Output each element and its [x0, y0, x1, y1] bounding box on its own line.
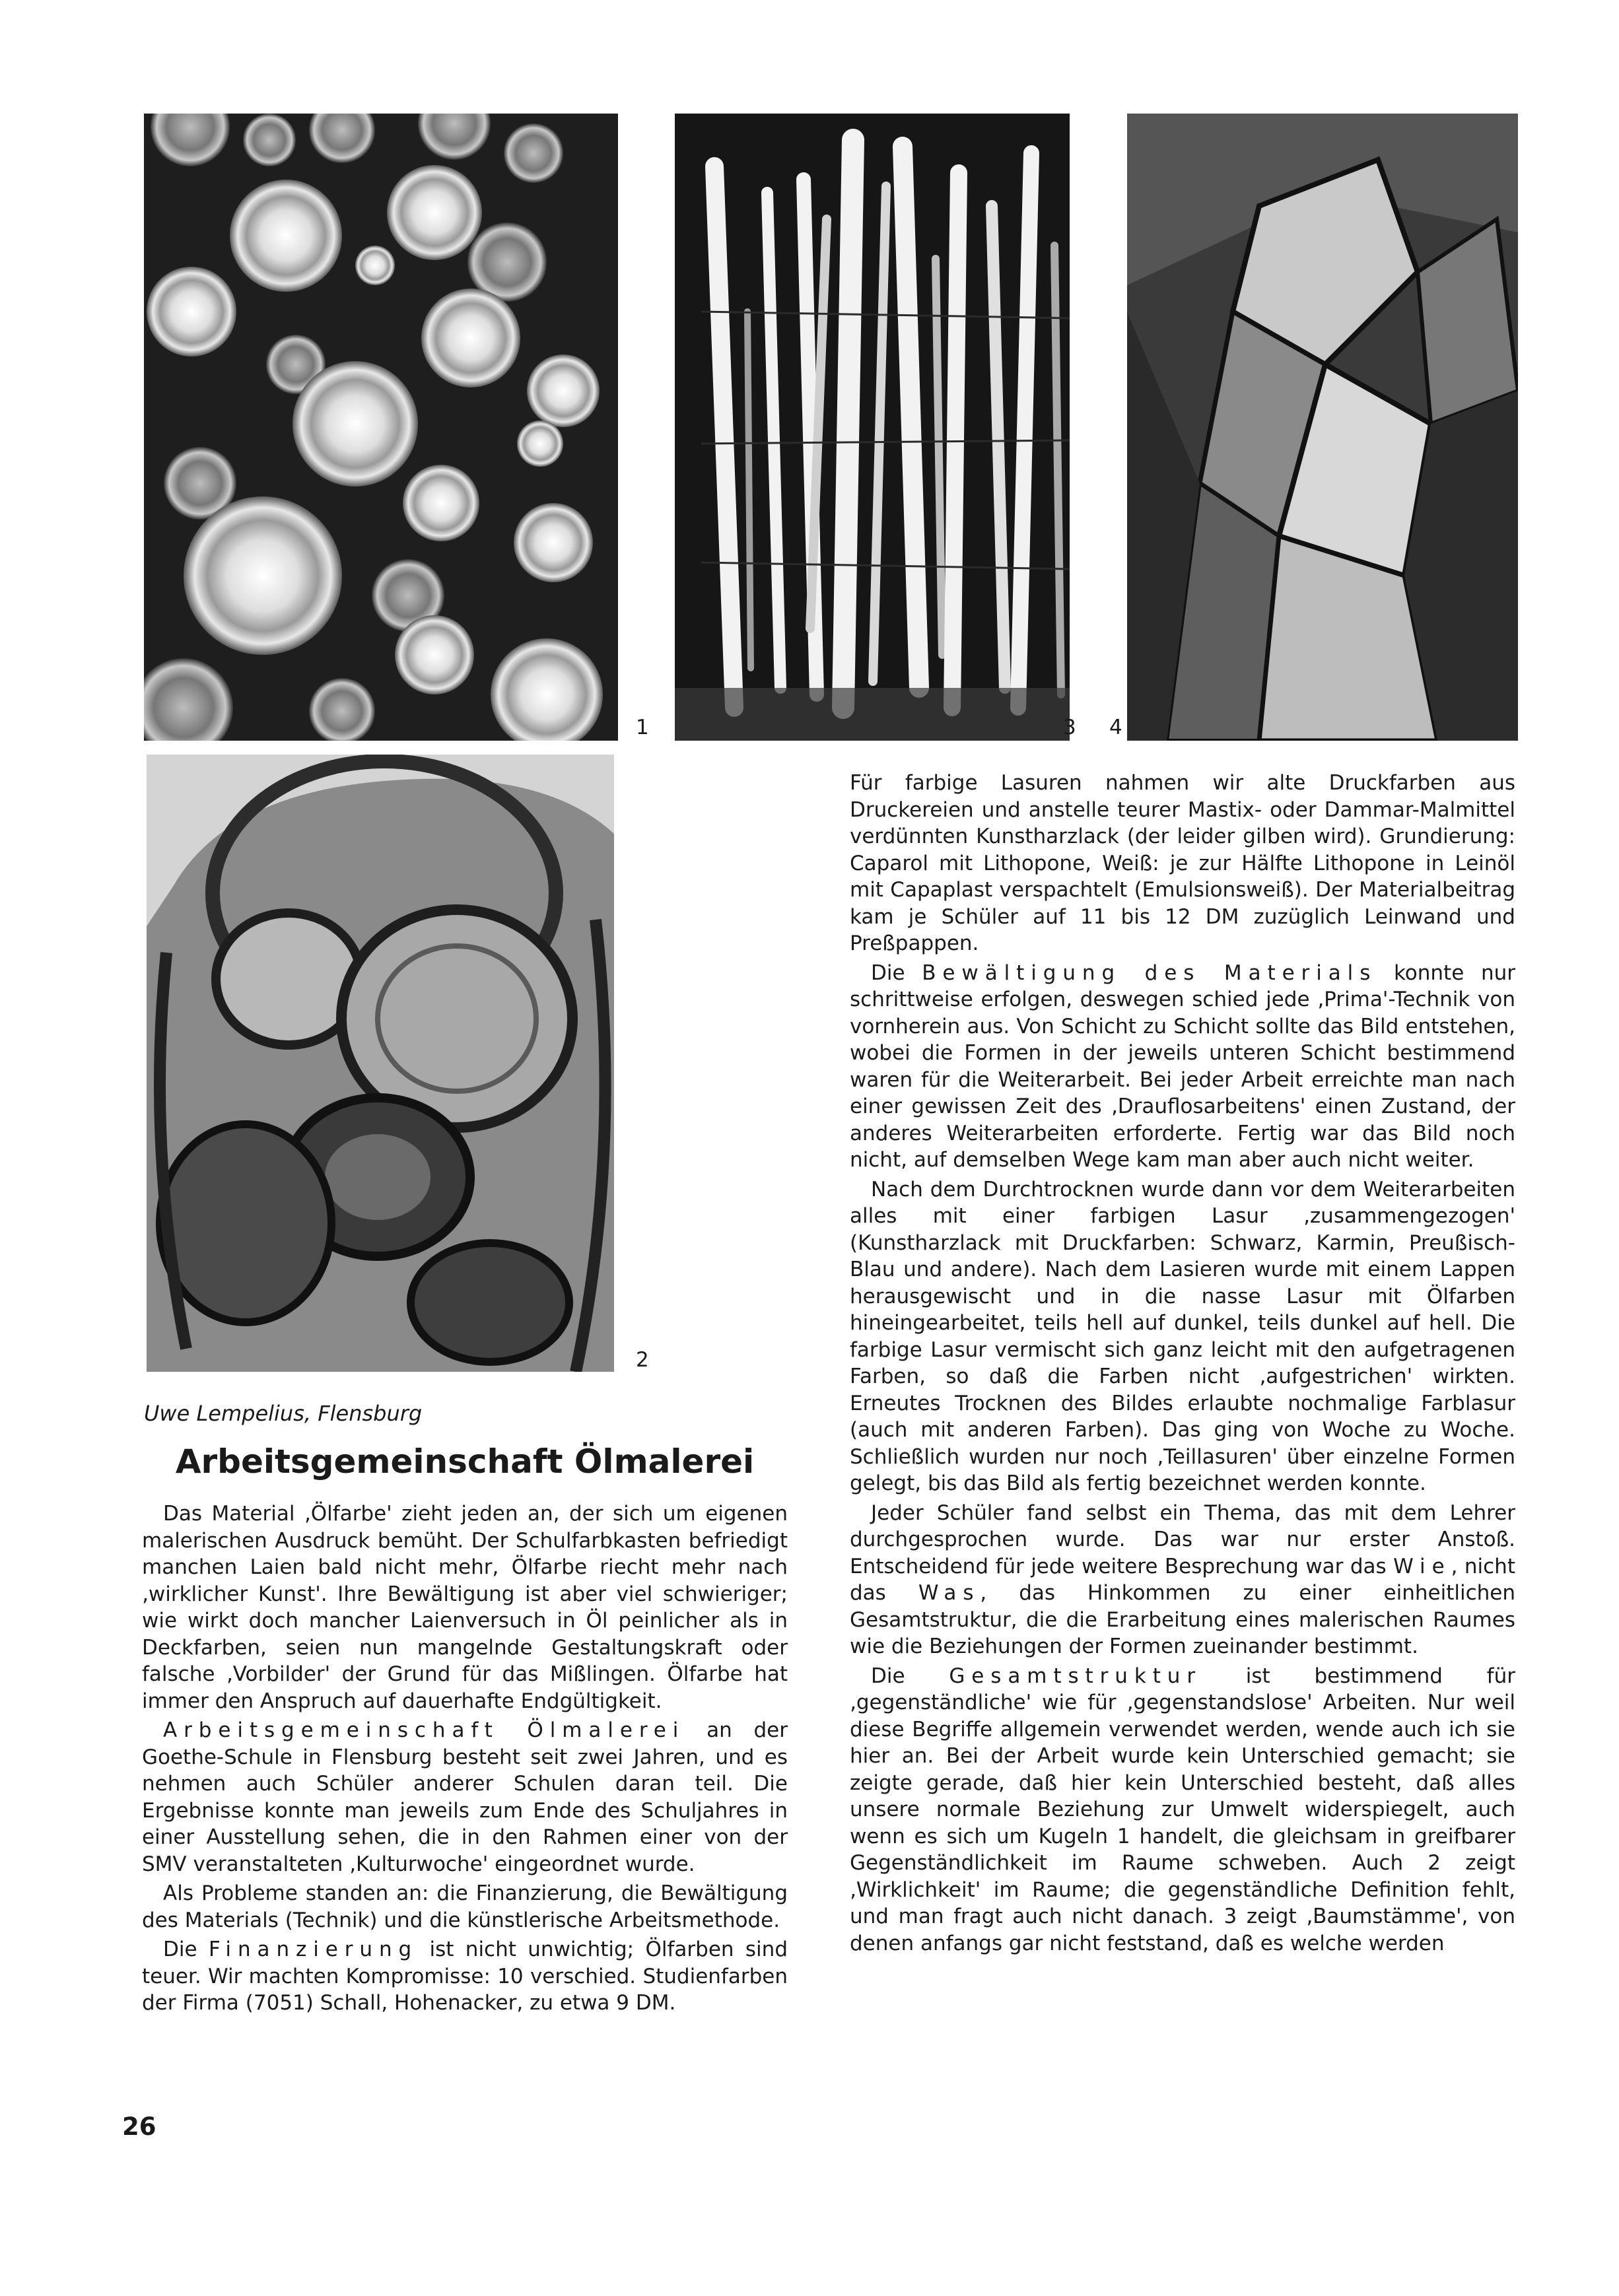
figure-2-painting-round-forms	[147, 755, 614, 1372]
paragraph-2: Arbeitsgemeinschaft Ölmalerei an der Goethe-Schule in Flensburg besteht seit zwei Jahren, und es nehmen auch Schüler anderer Schulen daran teil. Die Ergebnisse konnte man jeweils zum Ende des Schuljahres in einer Ausstellung sehen, die in den Rahmen einer von der SMV veranstalteten ‚Kulturwoche' eingeordnet wurde.	[142, 1718, 788, 1876]
paragraph-6: Die Bewältigung des Materials konnte nur schrittweise erfolgen, deswegen schied jede ‚Prima'-Technik von vornherein aus. Von Schicht zu Schicht sollte das Bild entstehen, wobei die Formen in der jeweils unteren Schicht bestimmend waren für die Weiterarbeit. Bei jeder Arbeit erreichte man nach einer gewissen Zeit des ‚Drauflosarbeitens' einen Zustand, der anderes Weiterarbeiten erforderte. Fertig war das Bild noch nicht, auf demselben Wege kam man aber auch nicht weiter.	[850, 961, 1515, 1172]
emphasis-finanzierung: Finanzierung	[208, 1938, 419, 1961]
emphasis-was: Was	[918, 1581, 981, 1605]
paragraph-1: Das Material ‚Ölfarbe' zieht jeden an, der sich um eigenen malerischen Ausdruck bemüht. Der Schulfarbkasten befriedigt manchen Laien bald nicht mehr, Ölfarbe riecht mehr nach ‚wirklicher Kunst'. Ihre Bewältigung ist aber viel schwieriger; wie wirkt doch mancher Laienversuch in Öl peinlicher als in Deckfarben, seien nun mangelnde Gestaltungskraft oder falsche ‚Vorbilder' der Grund für das Mißlingen. Ölfarbe hat immer den Anspruch auf dauerhafte Endgültigkeit.	[142, 1502, 788, 1713]
right-column	[850, 770, 1515, 1959]
emphasis-gesamtstruktur: Gesamtstruktur	[949, 1664, 1202, 1688]
figure-1-number: 1	[636, 716, 649, 739]
article-author: Uwe Lempelius, Flensburg	[144, 1401, 423, 1426]
paragraph-3: Als Probleme standen an: die Finanzierung, die Bewältigung des Materials (Technik) und die künstlerische Arbeitsmethode.	[142, 1881, 788, 1932]
paragraph-9: Die Gesamtstruktur ist bestimmend für ‚gegenständliche' wie für ‚gegenstandslose' Arbeiten. Nur weil diese Begriffe allgemein verwendet werden, wende auch ich sie hier an. Bei der Arbeit wurde kein Unterschied gemacht; sie zeigte gerade, daß hier kein Unterschied besteht, daß alles unsere normale Beziehung zur Umwelt widerspiegelt, auch wenn es sich um Kugeln 1 handelt, die gleichsam in greifbarer Gegenständlichkeit im Raume schweben. Auch 2 zeigt ‚Wirklichkeit' im Raume; die gegenständliche Definition fehlt, und man fragt auch nicht danach. 3 zeigt ‚Baumstämme', von denen anfangs gar nicht feststand, daß es welche werden	[850, 1664, 1515, 1955]
left-column	[142, 1501, 788, 2019]
paragraph-8: Jeder Schüler fand selbst ein Thema, das mit dem Lehrer durchgesprochen wurde. Das war nur erster Anstoß. Entscheidend für jede weitere Besprechung war das Wie, nicht das Was, das Hinkommen zu einer einheitlichen Gesamtstruktur, die die Erarbeitung eines malerischen Raumes wie die Beziehungen der Formen zueinander bestimmt.	[850, 1501, 1515, 1658]
paragraph-5: Für farbige Lasuren nahmen wir alte Druckfarben aus Druckereien und anstelle teurer Mastix- oder Dammar-Malmittel verdünnten Kunstharzlack (der leider gilben wird). Grundierung: Caparol mit Lithopone, Weiß: je zur Hälfte Lithopone in Leinöl mit Capaplast verspachtelt (Emulsionsweiß). Der Materialbeitrag kam je Schüler auf 11 bis 12 DM zuzüglich Leinwand und Preßpappen.	[850, 771, 1515, 955]
paragraph-7: Nach dem Durchtrocknen wurde dann vor dem Weiterarbeiten alles mit einer farbigen Lasur ‚zusammengezogen' (Kunstharzlack mit Druckfarben: Schwarz, Karmin, Preußisch-Blau und andere). Nach dem Lasieren wurde mit einem Lappen herausgewischt und in die nasse Lasur mit Ölfarben hineingearbeitet, teils hell auf dunkel, teils dunkel auf hell. Die farbige Lasur vermischt sich ganz leicht mit den aufgetragenen Farben, so daß die Farben nicht ‚aufgestrichen' wirkten. Erneutes Trocknen des Bildes erlaubte nochmalige Farblasur (auch mit anderen Farben). Das ging von Woche zu Woche. Schließlich wurden nur noch ‚Teillasuren' über einzelne Formen gelegt, bis das Bild als fertig bezeichnet werden konnte.	[850, 1177, 1515, 1495]
page-number: 26	[122, 2112, 156, 2141]
article-title: Arbeitsgemeinschaft Ölmalerei	[175, 1442, 755, 1481]
figure-3-number: 3	[1063, 716, 1076, 739]
figure-4-number: 4	[1109, 716, 1122, 739]
paragraph-4: Die Finanzierung ist nicht unwichtig; Ölfarben sind teuer. Wir machten Kompromisse: 10 verschied. Studienfarben der Firma (7051) Schall, Hohenacker, zu etwa 9 DM.	[142, 1938, 788, 2015]
figure-3-painting-tree-trunks	[675, 114, 1070, 741]
figure-2-number: 2	[636, 1348, 649, 1372]
emphasis-arbeitsgemeinschaft: Arbeitsgemeinschaft Ölmalerei	[163, 1718, 685, 1742]
emphasis-bewaeltigung: Bewältigung des Materials	[922, 961, 1377, 985]
figure-1-painting-circles	[144, 114, 618, 741]
emphasis-wie: Wie	[1393, 1554, 1451, 1578]
figure-4-painting-angular-forms	[1127, 114, 1518, 741]
